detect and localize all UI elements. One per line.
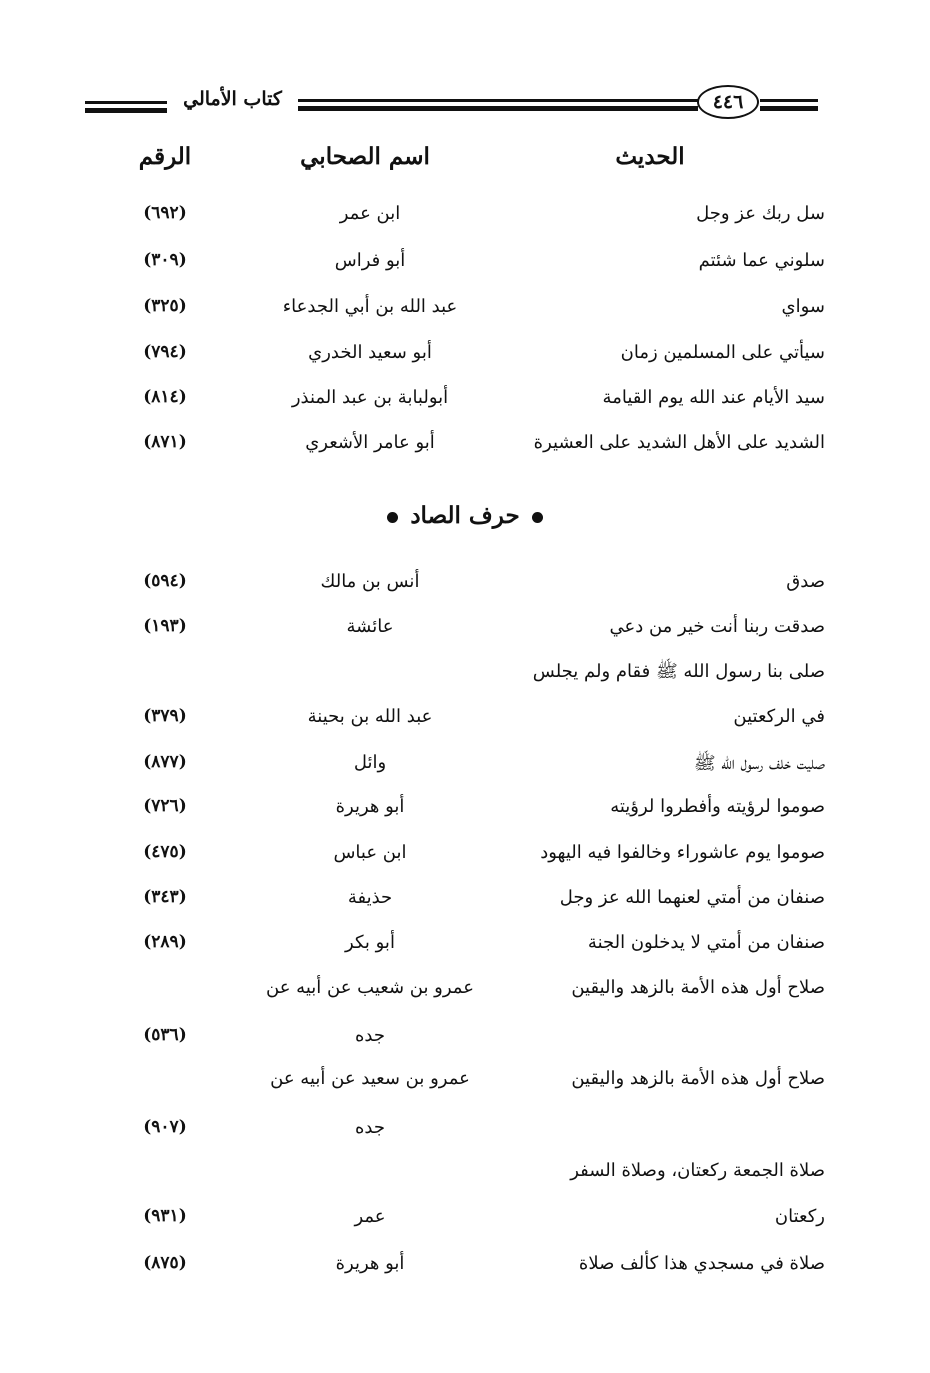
table-row (0, 1068, 930, 1108)
bullet-icon (532, 512, 543, 523)
hadith-number: (٩٣١) (143, 1206, 187, 1226)
table-row (0, 932, 930, 972)
sahabi-name: عبد الله بن بحينة (307, 706, 433, 727)
header-rule-right-top (760, 99, 818, 102)
header-rule-left-top (85, 101, 167, 104)
hadith-text: صلاح أول هذه الأمة بالزهد واليقين (571, 1068, 825, 1089)
sahabi-name: عائشة (346, 616, 394, 637)
hadith-number: (٩٠٧) (143, 1117, 187, 1137)
hadith-text: في الركعتين (733, 706, 825, 727)
hadith-text: صليت خلف رسول الله ﷺ (693, 753, 825, 774)
table-row (0, 842, 930, 882)
hadith-text: صلاح أول هذه الأمة بالزهد واليقين (571, 977, 825, 998)
hadith-text: سلوني عما شئتم (698, 250, 825, 271)
hadith-text: ركعتان (774, 1206, 825, 1227)
table-row (0, 616, 930, 656)
table-row (0, 203, 930, 243)
header-rule-right-bottom (760, 106, 818, 111)
hadith-text: صدق (786, 571, 825, 592)
hadith-number: (٤٧٥) (143, 842, 187, 862)
hadith-text: صلاة الجمعة ركعتان، وصلاة السفر (570, 1160, 825, 1181)
hadith-number: (٨٧١) (143, 432, 187, 452)
table-row (0, 887, 930, 927)
hadith-number: (٣٠٩) (143, 250, 187, 270)
header-rule-middle-bottom (298, 106, 698, 111)
table-row (0, 1253, 930, 1293)
sahabi-name: عمرو بن سعيد عن أبيه عن (270, 1068, 470, 1089)
sahabi-name: عمرو بن شعيب عن أبيه عن (266, 977, 474, 998)
hadith-text: صلاة في مسجدي هذا كألف صلاة (578, 1253, 825, 1274)
sahabi-name: عمر (354, 1206, 386, 1227)
table-row (0, 571, 930, 611)
hadith-text: صلى بنا رسول الله ﷺ فقام ولم يجلس (532, 661, 825, 682)
table-row (0, 796, 930, 836)
hadith-text: سيأتي على المسلمين زمان (620, 342, 825, 363)
sahabi-name: حذيفة (347, 887, 393, 908)
hadith-text: سل ربك عز وجل (696, 203, 825, 224)
column-heading-sahabi: اسم الصحابي (300, 143, 430, 170)
table-row (0, 342, 930, 382)
table-row (0, 250, 930, 290)
table-row (0, 706, 930, 746)
hadith-number: (٧٢٦) (143, 796, 187, 816)
hadith-text: صوموا لرؤيته وأفطروا لرؤيته (610, 796, 825, 817)
table-row (0, 296, 930, 336)
sahabi-name: جده (354, 1117, 385, 1138)
table-row (0, 977, 930, 1017)
section-title: حرف الصاد (410, 502, 520, 529)
hadith-number: (٢٨٩) (143, 932, 187, 952)
hadith-number: (٧٩٤) (143, 342, 187, 362)
sahabi-name: أبو بكر (345, 932, 395, 953)
hadith-number: (٨٧٧) (143, 752, 187, 772)
section-heading (330, 502, 600, 529)
hadith-number: (٣٤٣) (143, 887, 187, 907)
hadith-text: سيد الأيام عند الله يوم القيامة (602, 387, 825, 408)
hadith-text: سواي (781, 296, 825, 317)
table-row (0, 432, 930, 472)
table-row (0, 660, 930, 700)
hadith-text: صوموا يوم عاشوراء وخالفوا فيه اليهود (540, 842, 825, 863)
hadith-number: (٥٣٦) (143, 1025, 187, 1045)
hadith-text: الشديد على الأهل الشديد على العشيرة (533, 432, 825, 453)
hadith-number: (١٩٣) (143, 616, 187, 636)
table-row (0, 752, 930, 792)
hadith-number: (٨١٤) (143, 387, 187, 407)
table-row (0, 1206, 930, 1246)
table-row (0, 1160, 930, 1200)
hadith-number: (٥٩٤) (143, 571, 187, 591)
sahabi-name: أبو فراس (334, 250, 406, 271)
hadith-number: (٣٢٥) (143, 296, 187, 316)
sahabi-name: ابن عمر (339, 203, 401, 224)
book-title: كتاب الأمالي (183, 88, 282, 110)
hadith-number: (٨٧٥) (143, 1253, 187, 1273)
sahabi-name: ابن عباس (333, 842, 407, 863)
sahabi-name: أبو سعيد الخدري (308, 342, 432, 363)
table-row (0, 1025, 930, 1065)
sahabi-name: أبو عامر الأشعري (305, 432, 435, 453)
column-heading-number: الرقم (138, 143, 192, 170)
bullet-icon (387, 512, 398, 523)
sahabi-name: عبد الله بن أبي الجدعاء (282, 296, 458, 317)
hadith-text: صنفان من أمتي لا يدخلون الجنة (587, 932, 825, 953)
header-rule-middle-top (298, 99, 698, 102)
sahabi-name: وائل (353, 752, 387, 773)
sahabi-name: أبو هريرة (335, 1253, 405, 1274)
hadith-text: صنفان من أمتي لعنهما الله عز وجل (559, 887, 825, 908)
sahabi-name: جده (354, 1025, 385, 1046)
hadith-number: (٦٩٢) (143, 203, 187, 223)
header-rule-left-bottom (85, 108, 167, 113)
hadith-text: صدقت ربنا أنت خير من دعي (609, 616, 825, 637)
column-heading-hadith: الحديث (615, 143, 685, 170)
hadith-number: (٣٧٩) (143, 706, 187, 726)
page-number: ٤٤٦ (697, 85, 759, 119)
sahabi-name: أنس بن مالك (320, 571, 420, 592)
sahabi-name: أبولبابة بن عبد المنذر (291, 387, 449, 408)
sahabi-name: أبو هريرة (335, 796, 405, 817)
table-row (0, 1117, 930, 1157)
table-row (0, 387, 930, 427)
